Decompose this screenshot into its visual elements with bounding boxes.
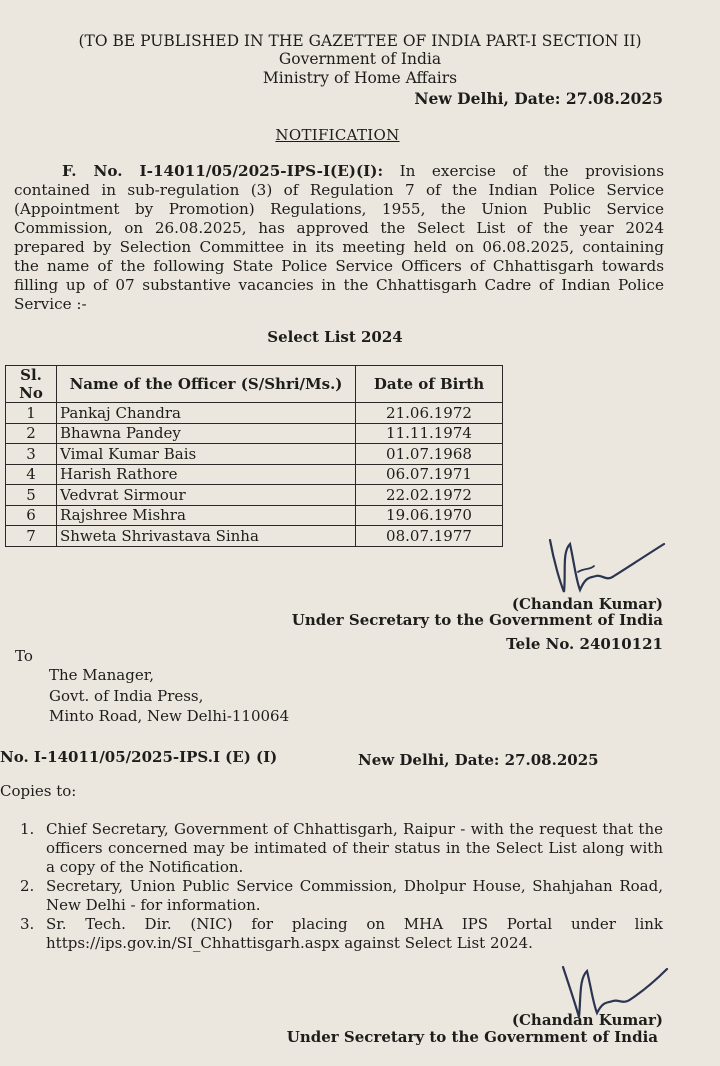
- signature-scribble-1: [540, 532, 670, 602]
- list-item: [20, 820, 663, 877]
- row-name: Harish Rathore: [57, 464, 356, 485]
- col-sl-no: Sl. No: [6, 366, 57, 403]
- body-line-1-text: In exercise of the provisions: [383, 162, 664, 180]
- table-row: [6, 485, 503, 506]
- signatory-name: (Chandan Kumar): [511, 595, 663, 613]
- signature-1: [540, 532, 670, 602]
- row-sl: 1: [6, 403, 57, 424]
- copy-num: 2.: [20, 877, 35, 895]
- address-line-1: The Manager,: [49, 666, 154, 684]
- copy-text: Sr. Tech. Dir. (NIC) for placing on MHA IPS Portal under link https://ips.gov.in/SI_Chhattisgarh.aspx against Select List 2024.: [46, 915, 663, 952]
- copy-text: Secretary, Union Public Service Commission, Dholpur House, Shahjahan Road, New Delhi - for information.: [46, 877, 663, 914]
- table-row: [6, 423, 503, 444]
- copies-heading: Copies to:: [0, 782, 77, 800]
- row-dob: 21.06.1972: [356, 403, 503, 424]
- body-line-5: prepared by Selection Committee in its meeting held on 06.08.2025, containing: [14, 238, 664, 256]
- copy-text: Chief Secretary, Government of Chhattisgarh, Raipur - with the request that the officers concerned may be intimated of their status in the Select List along with a copy of the Notification.: [46, 820, 663, 876]
- file-number: F. No. I-14011/05/2025-IPS-I(E)(I):: [62, 162, 384, 180]
- table-row: [6, 526, 503, 547]
- body-line-7: filling up of 07 substantive vacancies in the Chhattisgarh Cadre of Indian Police: [14, 276, 664, 294]
- row-name: Shweta Shrivastava Sinha: [57, 526, 356, 547]
- table-row: [6, 505, 503, 526]
- row-name: Bhawna Pandey: [57, 423, 356, 444]
- row-sl: 7: [6, 526, 57, 547]
- government-line: Government of India: [278, 50, 442, 68]
- reference-place-date: New Delhi, Date: 27.08.2025: [358, 751, 599, 769]
- row-dob: 08.07.1977: [356, 526, 503, 547]
- body-line-6: the name of the following State Police Service Officers of Chhattisgarh towards: [14, 257, 664, 275]
- header-place-date: New Delhi, Date: 27.08.2025: [414, 89, 663, 108]
- row-sl: 2: [6, 423, 57, 444]
- row-dob: 11.11.1974: [356, 423, 503, 444]
- body-line-8: Service :-: [14, 295, 87, 313]
- signatory-tele: Tele No. 24010121: [506, 635, 663, 653]
- table-header-row: [6, 366, 503, 403]
- notification-title: NOTIFICATION: [275, 126, 400, 144]
- select-list-title: Select List 2024: [267, 328, 403, 346]
- ministry-line: Ministry of Home Affairs: [262, 69, 458, 87]
- copy-num: 3.: [20, 915, 35, 933]
- row-dob: 01.07.1968: [356, 444, 503, 465]
- notification-body: [14, 162, 664, 314]
- row-name: Pankaj Chandra: [57, 403, 356, 424]
- gazette-line: (TO BE PUBLISHED IN THE GAZETTEE OF INDIA PART-I SECTION II): [78, 32, 642, 50]
- body-line-3: (Appointment by Promotion) Regulations, 1955, the Union Public Service: [14, 200, 664, 218]
- address-line-2: Govt. of India Press,: [49, 687, 204, 705]
- row-sl: 3: [6, 444, 57, 465]
- row-name: Vedvrat Sirmour: [57, 485, 356, 506]
- select-list-table: [5, 365, 503, 547]
- body-line-1: [14, 162, 664, 181]
- list-item: [20, 877, 663, 915]
- row-sl: 5: [6, 485, 57, 506]
- body-line-4: Commission, on 26.08.2025, has approved the Select List of the year 2024: [14, 219, 664, 237]
- row-dob: 06.07.1971: [356, 464, 503, 485]
- row-dob: 19.06.1970: [356, 505, 503, 526]
- row-name: Rajshree Mishra: [57, 505, 356, 526]
- table-row: [6, 403, 503, 424]
- col-officer-name: Name of the Officer (S/Shri/Ms.): [57, 366, 356, 403]
- signatory-designation: Under Secretary to the Government of India: [291, 611, 663, 629]
- copy-num: 1.: [20, 820, 35, 838]
- list-item: [20, 915, 663, 953]
- row-sl: 6: [6, 505, 57, 526]
- table-row: [6, 464, 503, 485]
- signatory2-designation: Under Secretary to the Government of India: [286, 1028, 658, 1046]
- row-name: Vimal Kumar Bais: [57, 444, 356, 465]
- address-to: To: [15, 647, 33, 665]
- row-dob: 22.02.1972: [356, 485, 503, 506]
- copies-list: [20, 820, 663, 953]
- address-line-3: Minto Road, New Delhi-110064: [49, 707, 290, 725]
- row-sl: 4: [6, 464, 57, 485]
- body-line-2: contained in sub-regulation (3) of Regulation 7 of the Indian Police Service: [14, 181, 664, 199]
- table-row: [6, 444, 503, 465]
- reference-file-no: No. I-14011/05/2025-IPS.I (E) (I): [0, 748, 278, 766]
- col-date-of-birth: Date of Birth: [356, 366, 503, 403]
- signatory2-name: (Chandan Kumar): [511, 1011, 663, 1029]
